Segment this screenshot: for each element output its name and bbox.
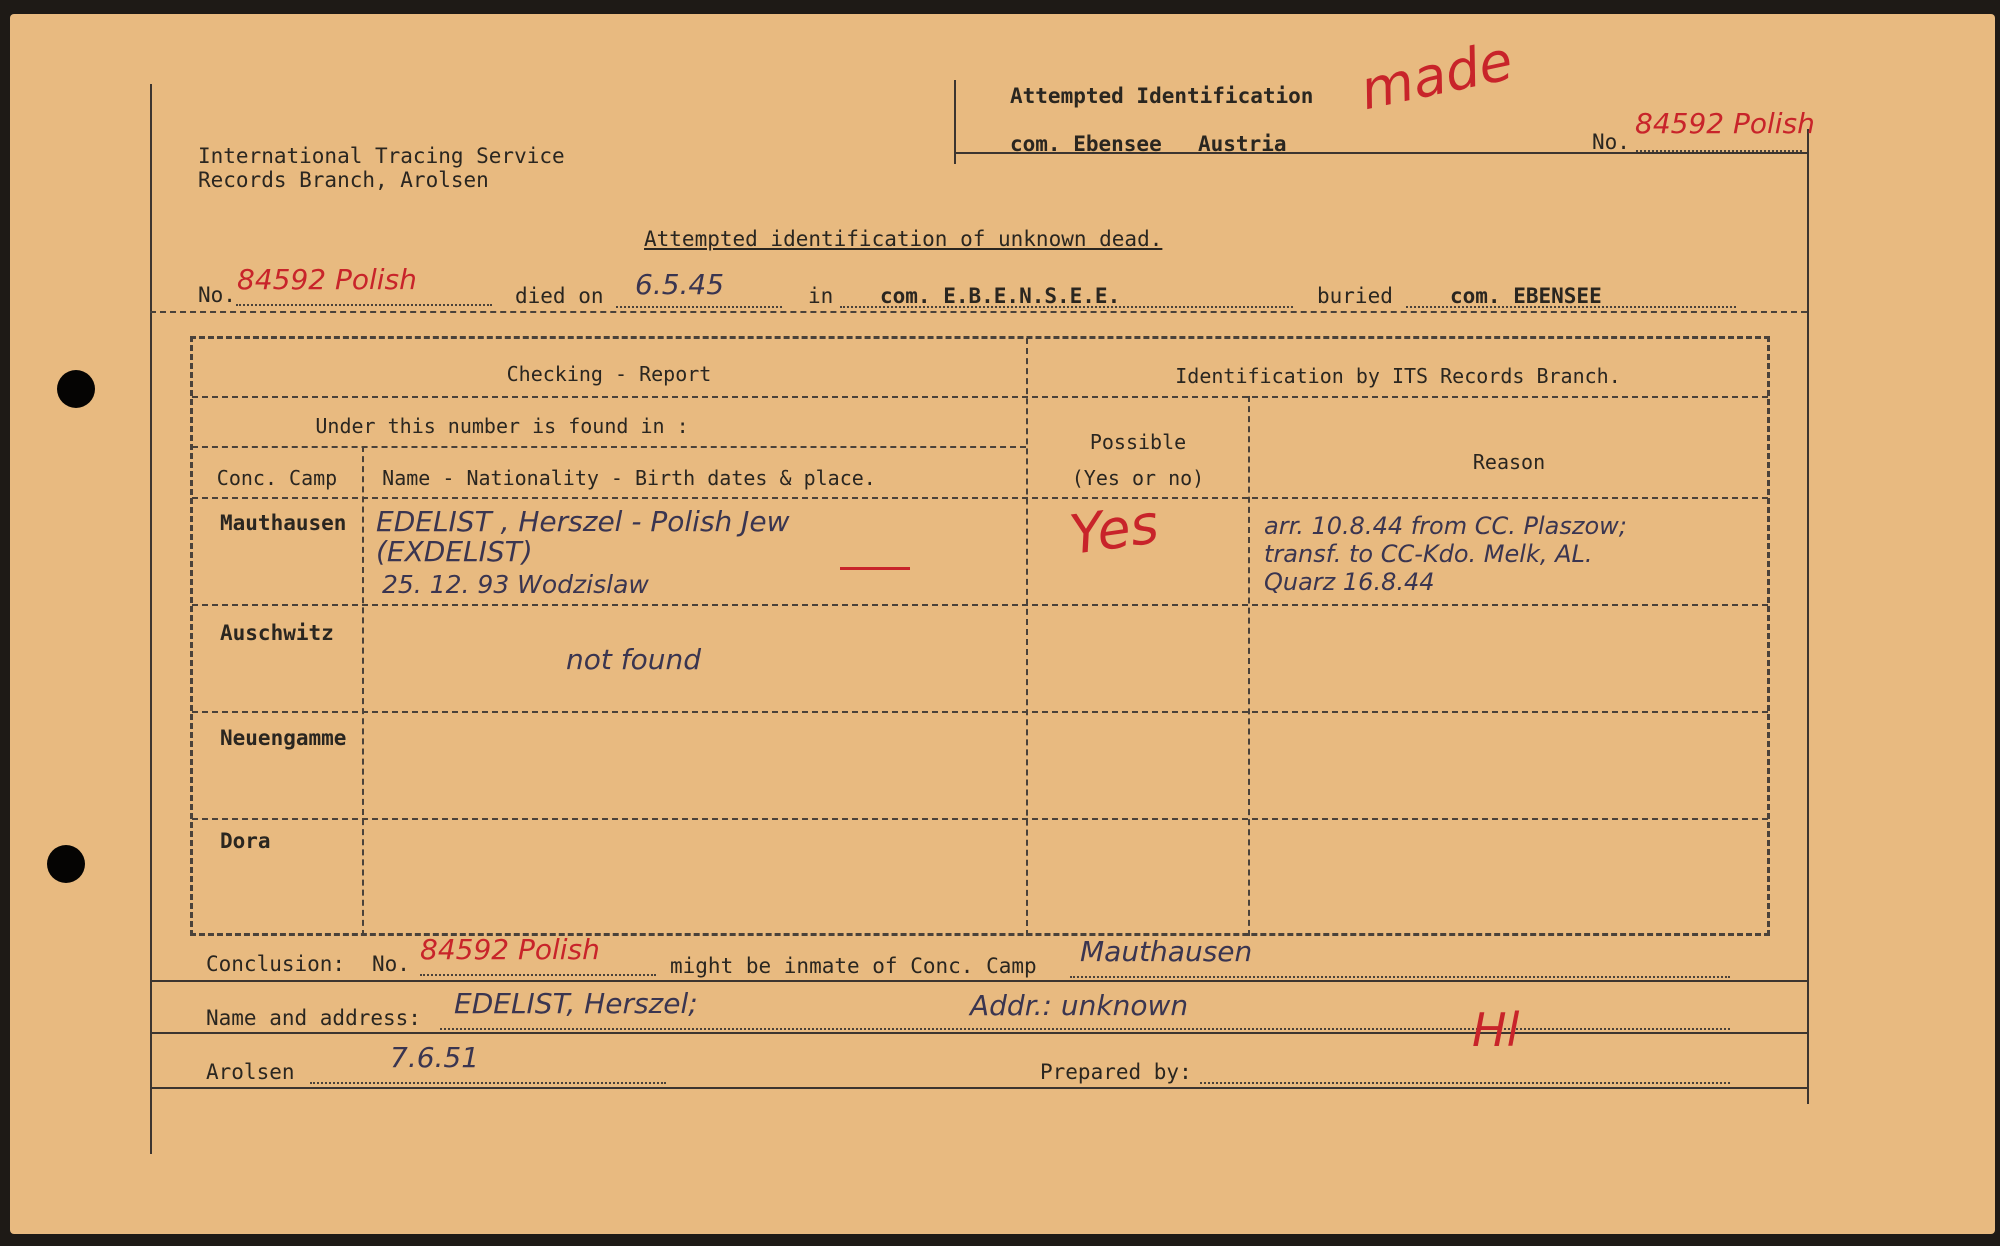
in-dots — [840, 306, 1293, 308]
conclusion-no-value: 84592 Polish — [420, 933, 600, 966]
footer-date: 7.6.51 — [390, 1041, 480, 1074]
card-subtitle: Attempted identification of unknown dead. — [644, 227, 1163, 251]
initials-signature: Hl — [1472, 1003, 1520, 1057]
identification-header: Identification by ITS Records Branch. — [1175, 364, 1621, 388]
table-row-line-3 — [192, 497, 1768, 499]
conclusion-no-dots — [420, 974, 656, 976]
punch-hole-top — [57, 370, 95, 408]
row1-name-line1: EDELIST , Herszel - Polish Jew — [376, 505, 790, 538]
buried-value: com. EBENSEE — [1450, 284, 1602, 308]
address-value: Addr.: unknown — [970, 989, 1189, 1022]
punch-hole-bottom — [47, 845, 85, 883]
prepared-by-dots — [1200, 1082, 1730, 1084]
row1-reason-line2: transf. to CC-Kdo. Melk, AL. — [1264, 540, 1593, 568]
header-no-dots — [1636, 150, 1802, 152]
name-address-value: EDELIST, Herszel; — [454, 987, 698, 1020]
record-no-label: No. — [198, 283, 236, 307]
row1-reason-line1: arr. 10.8.44 from CC. Plaszow; — [1264, 512, 1627, 540]
header-no-label: No. — [1592, 130, 1630, 154]
in-label: in — [808, 284, 834, 308]
conclusion-no-label: No. — [372, 952, 410, 976]
col-name-header: Name - Nationality - Birth dates & place. — [382, 466, 876, 490]
row1-name-line2: (EXDELIST) — [376, 535, 533, 568]
header-country: Austria — [1198, 132, 1287, 156]
row1-possible: Yes — [1065, 492, 1163, 567]
row1-name-line3: 25. 12. 93 Wodzislaw — [382, 570, 649, 599]
header-location: com. Ebensee — [1010, 132, 1162, 156]
attempted-identification-title: Attempted Identification — [1010, 84, 1314, 108]
name-address-rule — [150, 1032, 1807, 1034]
table-row-line-4 — [192, 604, 1768, 606]
table-row-line-5 — [192, 711, 1768, 713]
found-in-header: Under this number is found in : — [315, 414, 689, 438]
table-divider-main — [1026, 338, 1028, 936]
buried-dots — [1406, 306, 1736, 308]
left-margin-line — [150, 84, 152, 1154]
made-stamp: made — [1355, 28, 1518, 123]
row2-not-found: not found — [566, 643, 702, 676]
camp-auschwitz: Auschwitz — [220, 621, 334, 645]
table-divider-possible — [1248, 396, 1250, 936]
checking-report-header: Checking - Report — [506, 362, 712, 386]
conclusion-camp-value: Mauthausen — [1080, 935, 1253, 968]
died-value: 6.5.45 — [635, 268, 725, 301]
conclusion-rule — [150, 980, 1807, 982]
org-line-1: International Tracing Service — [198, 144, 565, 168]
conclusion-might-text: might be inmate of Conc. Camp — [670, 954, 1037, 978]
conclusion-label: Conclusion: — [206, 952, 346, 976]
col-camp-header: Conc. Camp — [216, 466, 338, 490]
record-no-value: 84592 Polish — [237, 263, 417, 296]
table-divider-camp — [362, 446, 364, 936]
conclusion-camp-dots — [1070, 976, 1730, 978]
camp-neuengamme: Neuengamme — [220, 726, 347, 750]
footer-place: Arolsen — [206, 1060, 295, 1084]
footer-date-dots — [310, 1082, 666, 1084]
col-possible-subheader: (Yes or no) — [1071, 466, 1205, 490]
row1-reason-line3: Quarz 16.8.44 — [1264, 568, 1435, 596]
record-underline — [150, 311, 1807, 313]
died-dots — [616, 306, 782, 308]
record-no-dots — [236, 304, 492, 306]
camp-mauthausen: Mauthausen — [220, 511, 347, 535]
col-possible-header: Possible — [1089, 430, 1187, 454]
right-margin-line — [1807, 129, 1809, 1104]
footer-rule — [150, 1087, 1807, 1089]
table-row-line-2 — [192, 446, 1026, 448]
camp-dora: Dora — [220, 829, 271, 853]
died-label: died on — [515, 284, 604, 308]
name-address-dots — [440, 1028, 1730, 1030]
buried-label: buried — [1317, 284, 1393, 308]
prepared-by-label: Prepared by: — [1040, 1060, 1192, 1084]
col-reason-header: Reason — [1472, 450, 1546, 474]
index-card — [10, 14, 1995, 1234]
table-row-line-6 — [192, 818, 1768, 820]
in-value: com. E.B.E.N.S.E.E. — [880, 284, 1121, 308]
polish-underline — [840, 567, 910, 570]
org-line-2: Records Branch, Arolsen — [198, 168, 489, 192]
name-address-label: Name and address: — [206, 1006, 421, 1030]
table-row-line-1 — [192, 396, 1768, 398]
header-no-value: 84592 Polish — [1635, 107, 1815, 140]
